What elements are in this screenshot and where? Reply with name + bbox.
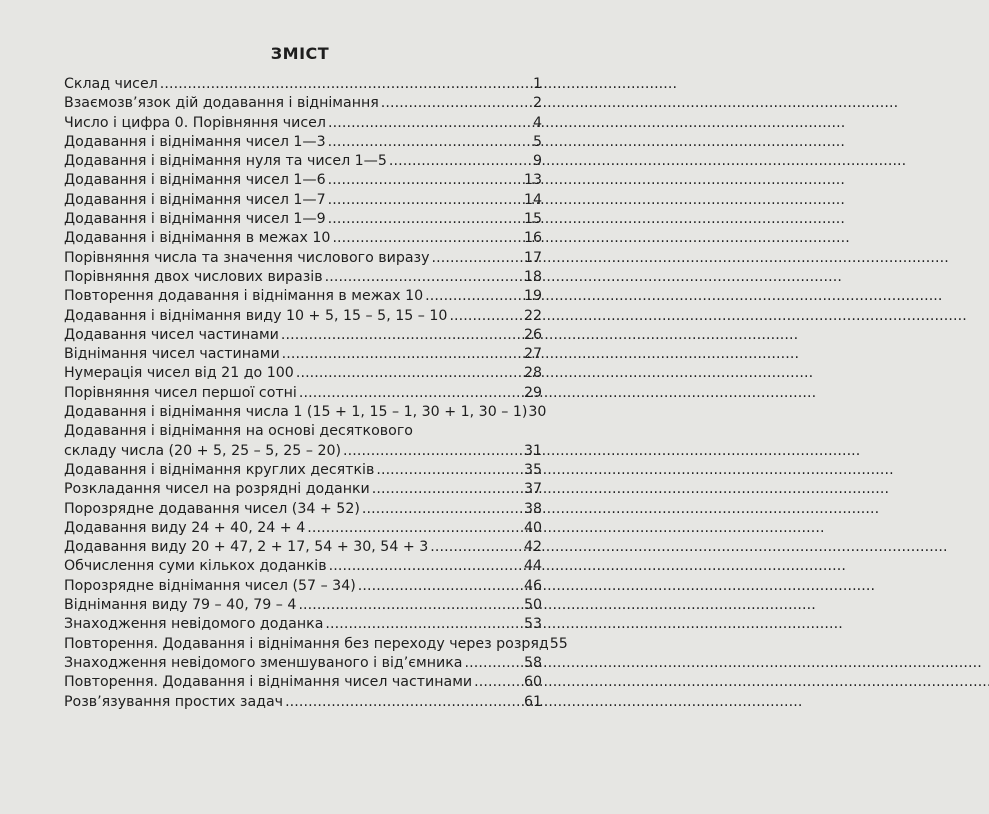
toc-entry: [64, 635, 568, 654]
dot-leader: [430, 249, 523, 268]
toc-entry-title: Обчислення суми кількох доданків: [64, 558, 327, 575]
toc-entry-page: 19: [523, 288, 542, 305]
toc-entry: [64, 403, 547, 422]
toc-entry-title: Додавання і віднімання числа 1 (15 + 1, 15 – 1, 30 + 1, 30 – 1): [64, 404, 528, 421]
dot-leader: [296, 596, 523, 615]
toc-entry-title: Додавання і віднімання чисел 1—6: [64, 172, 326, 189]
toc-entry-title: Нумерація чисел від 21 до 100: [64, 365, 294, 382]
toc-entry-row: [64, 557, 542, 576]
toc-entry-page: 42: [523, 539, 542, 556]
toc-entry-page: 26: [523, 326, 542, 343]
toc-entry-row: [64, 577, 542, 596]
toc-entry: [64, 326, 542, 345]
toc-entry-title: Порозрядне додавання чисел (34 + 52): [64, 500, 360, 517]
dot-leader: [294, 364, 523, 383]
toc-entry-page: 1: [532, 76, 542, 92]
toc-entry-page: 61: [523, 693, 542, 710]
toc-entry-row: [64, 538, 542, 557]
toc-entry-row: [64, 615, 542, 634]
toc-entry-title: Додавання чисел частинами: [64, 326, 279, 343]
dot-leader: [326, 210, 523, 229]
toc-entry: [64, 577, 542, 596]
toc-entry-row: [64, 364, 542, 383]
toc-entry-row: [64, 596, 542, 615]
dot-leader: [428, 538, 523, 557]
toc-entry-page: 55: [549, 635, 568, 652]
toc-entry-title: Розв’язування простих задач: [64, 693, 284, 710]
toc-entry-row: [64, 287, 542, 306]
toc-entry-page: 38: [523, 500, 542, 517]
toc-entry-title: Додавання і віднімання чисел 1—3: [64, 133, 326, 150]
toc-entry-title: Додавання і віднімання в межах 10: [64, 230, 331, 247]
toc-entry-row: [64, 480, 542, 499]
toc-entry-title: Віднімання виду 79 – 40, 79 – 4: [64, 597, 297, 614]
toc-entry-row: [64, 229, 542, 248]
toc-entry-page: 16: [523, 230, 542, 247]
toc-entry-title: Знаходження невідомого доданка: [64, 616, 324, 633]
toc-entry: [64, 480, 542, 499]
toc-entry: [64, 422, 542, 461]
dot-leader: [297, 384, 523, 403]
toc-entry-page: 53: [523, 616, 542, 633]
toc-entry: [64, 519, 542, 538]
toc-entry-page: 29: [523, 384, 542, 401]
toc-entry-row: [64, 210, 542, 229]
dot-leader: [360, 500, 523, 519]
toc-entry-page: 35: [523, 461, 542, 478]
toc-entry-page: 2: [532, 95, 542, 112]
toc-entry-row: [64, 519, 542, 538]
dot-leader: [356, 577, 523, 596]
toc-entry-row: [64, 268, 542, 287]
toc-entry-title: Додавання і віднімання виду 10 + 5, 15 – 5, 15 – 10: [64, 307, 448, 324]
dot-leader: [326, 133, 532, 152]
toc-entry: [64, 287, 542, 306]
dot-leader: [387, 152, 532, 171]
toc-entry: [64, 210, 542, 229]
toc-entry-row: [64, 191, 542, 210]
page-title: ЗМІСТ: [270, 44, 330, 63]
toc-entry-page: 50: [523, 597, 542, 614]
toc-entry-title: Порівняння числа та значення числового виразу: [64, 249, 430, 266]
toc-entry: [64, 654, 542, 673]
toc-entry-page: 31: [523, 442, 542, 459]
toc-entry: [64, 384, 542, 403]
toc-entry: [64, 152, 542, 171]
toc-entry-row: [64, 403, 547, 422]
toc-entry-title: Розкладання чисел на розрядні доданки: [64, 481, 370, 498]
toc-entry-page: 37: [523, 481, 542, 498]
dot-leader: [279, 326, 523, 345]
dot-leader: [323, 615, 523, 634]
dot-leader: [327, 557, 523, 576]
dot-leader: [447, 307, 523, 326]
toc-entry: [64, 557, 542, 576]
toc-entry-title: Додавання і віднімання круглих десятків: [64, 461, 375, 478]
toc-entry-row: [64, 152, 542, 171]
toc-entry: [64, 229, 542, 248]
toc-entry-page: 14: [523, 191, 542, 208]
toc-entry-page: 60: [523, 674, 542, 691]
toc-entry: [64, 615, 542, 634]
dot-leader: [326, 114, 532, 133]
toc-entry-title: складу числа (20 + 5, 25 – 5, 25 – 20): [64, 442, 342, 459]
toc-entry-page: 15: [523, 211, 542, 228]
toc-entry-title: Знаходження невідомого зменшуваного і від’ємника: [64, 654, 463, 671]
toc-entry-title: Повторення. Додавання і віднімання чисел частинами: [64, 674, 473, 691]
toc-entry: [64, 693, 542, 712]
toc-entry-title: Порівняння чисел першої сотні: [64, 384, 297, 401]
toc-entry-title: Додавання виду 20 + 47, 2 + 17, 54 + 30, 54 + 3: [64, 539, 429, 556]
dot-leader: [326, 191, 523, 210]
toc-entry-title: Віднімання чисел частинами: [64, 346, 280, 363]
toc-entry-page: 4: [532, 114, 542, 131]
toc-entry: [64, 307, 542, 326]
toc-entry: [64, 364, 542, 383]
toc-entry: [64, 345, 542, 364]
dot-leader: [158, 75, 532, 94]
toc-entry-title: Порівняння двох числових виразів: [64, 268, 323, 285]
toc-entry-row: [64, 114, 542, 133]
toc-entry-row: [64, 673, 542, 692]
dot-leader: [330, 229, 523, 248]
toc-entry-row: [64, 500, 542, 519]
toc-entry-page: 27: [523, 346, 542, 363]
dot-leader: [305, 519, 523, 538]
toc-entry-row: [64, 249, 542, 268]
toc-entry-title: Додавання і віднімання чисел 1—9: [64, 211, 326, 228]
toc-entry-row: [64, 693, 542, 712]
dot-leader: [283, 693, 523, 712]
toc-entry: [64, 114, 542, 133]
toc-entry-title: Склад чисел: [64, 76, 158, 92]
toc-entry-title: Додавання і віднімання чисел 1—7: [64, 191, 326, 208]
table-of-contents: [64, 75, 568, 712]
toc-entry-page: 17: [523, 249, 542, 266]
toc-entry-row: [64, 345, 542, 364]
toc-entry-row: [64, 654, 542, 673]
toc-entry: [64, 75, 542, 94]
toc-entry: [64, 171, 542, 190]
toc-entry-row: [64, 171, 542, 190]
dot-leader: [370, 480, 523, 499]
dot-leader: [341, 442, 523, 461]
toc-entry-page: 28: [523, 365, 542, 382]
toc-entry-page: 46: [523, 577, 542, 594]
toc-entry-title: Повторення додавання і віднімання в межах 10: [64, 288, 424, 305]
toc-entry: [64, 94, 542, 113]
toc-entry: [64, 133, 542, 152]
dot-leader: [326, 171, 523, 190]
toc-entry-row: [64, 326, 542, 345]
toc-entry-row: [64, 635, 568, 654]
toc-entry: [64, 673, 542, 692]
toc-entry-title: Число і цифра 0. Порівняння чисел: [64, 114, 326, 131]
toc-entry-title-line1: Додавання і віднімання на основі десяткового: [64, 423, 413, 440]
toc-entry-title: Порозрядне віднімання чисел (57 – 34): [64, 577, 356, 594]
toc-entry-row: [64, 94, 542, 113]
toc-entry-page: 44: [523, 558, 542, 575]
toc-entry: [64, 461, 542, 480]
toc-entry-page: 9: [532, 153, 542, 170]
toc-entry-row: [64, 461, 542, 480]
toc-entry-row: [64, 442, 542, 461]
toc-entry: [64, 191, 542, 210]
dot-leader: [323, 268, 523, 287]
toc-entry-title: Взаємозв’язок дій додавання і віднімання: [64, 95, 379, 112]
dot-leader: [280, 345, 523, 364]
toc-entry: [64, 538, 542, 557]
toc-entry-title: Додавання і віднімання нуля та чисел 1—5: [64, 153, 387, 170]
toc-entry-title: Додавання виду 24 + 40, 24 + 4: [64, 519, 306, 536]
toc-entry-page: 58: [523, 654, 542, 671]
toc-entry: [64, 500, 542, 519]
dot-leader: [463, 654, 523, 673]
dot-leader: [472, 673, 523, 692]
dot-leader: [423, 287, 523, 306]
toc-entry: [64, 249, 542, 268]
toc-entry-page: 40: [523, 519, 542, 536]
toc-entry-page: 22: [523, 307, 542, 324]
toc-entry: [64, 268, 542, 287]
toc-entry: [64, 596, 542, 615]
dot-leader: [374, 461, 523, 480]
dot-leader: [379, 94, 532, 113]
toc-entry-page: 18: [523, 268, 542, 285]
toc-entry-page: 30: [528, 404, 547, 421]
toc-entry-page: 5: [532, 133, 542, 150]
toc-entry-title: Повторення. Додавання і віднімання без переходу через розряд: [64, 635, 549, 652]
toc-entry-row: [64, 75, 542, 94]
toc-entry-page: 13: [523, 172, 542, 189]
toc-entry-row: [64, 307, 542, 326]
toc-entry-row: [64, 133, 542, 152]
toc-entry-row: [64, 384, 542, 403]
